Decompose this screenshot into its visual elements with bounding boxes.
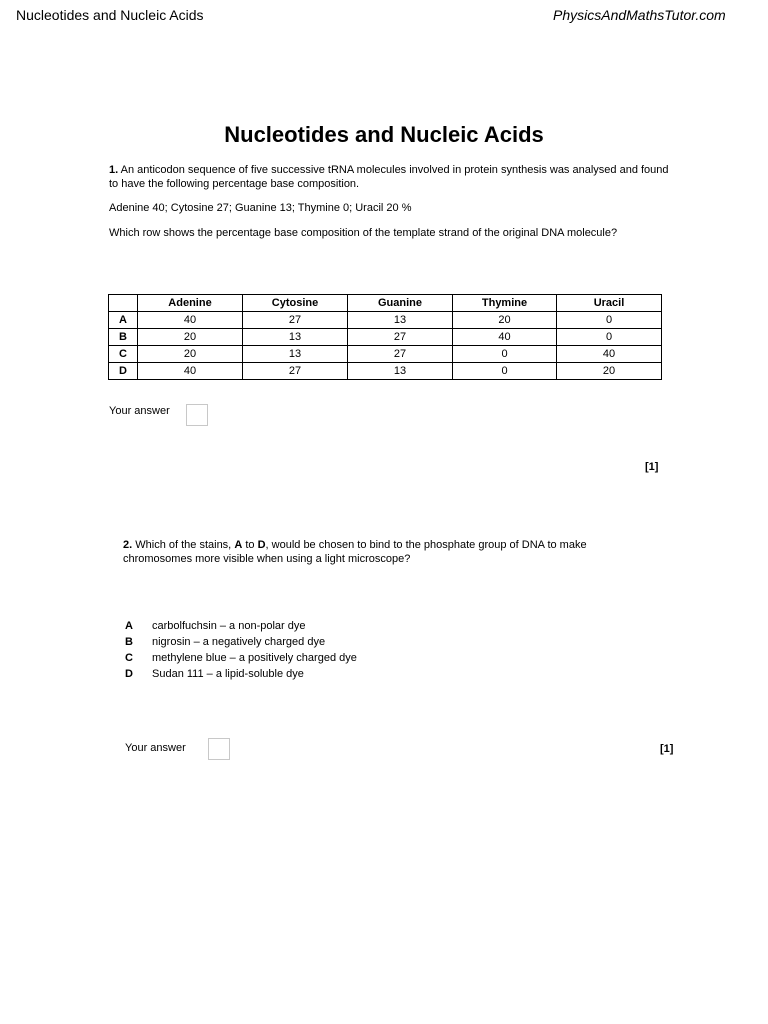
table-header-cell: Cytosine bbox=[243, 295, 348, 312]
table-row bbox=[109, 329, 662, 346]
q1-options-table bbox=[108, 294, 662, 380]
q2-option-letter: D bbox=[125, 668, 133, 680]
q2-option-text: nigrosin – a negatively charged dye bbox=[152, 636, 326, 648]
table-cell: 13 bbox=[348, 363, 453, 380]
table-cell: 40 bbox=[453, 329, 557, 346]
table-cell: 40 bbox=[138, 363, 243, 380]
q2-stem-to: to bbox=[245, 539, 255, 551]
page-title: Nucleotides and Nucleic Acids bbox=[224, 122, 544, 147]
table-cell: 13 bbox=[243, 329, 348, 346]
header-left-title: Nucleotides and Nucleic Acids bbox=[16, 7, 204, 23]
q2-answer-box[interactable] bbox=[208, 738, 230, 760]
table-cell: 20 bbox=[453, 312, 557, 329]
table-cell: 13 bbox=[348, 312, 453, 329]
q2-stem bbox=[123, 538, 653, 566]
q1-stem bbox=[109, 163, 674, 191]
table-row bbox=[109, 312, 662, 329]
q2-option-letter: C bbox=[125, 652, 133, 664]
q2-answer-label: Your answer bbox=[125, 742, 186, 754]
q2-stem-d: D bbox=[257, 539, 266, 551]
table-header-row bbox=[109, 295, 662, 312]
table-cell: 0 bbox=[557, 329, 662, 346]
q2-option-text: methylene blue – a positively charged dye bbox=[152, 652, 357, 664]
table-row bbox=[109, 346, 662, 363]
q1-answer-label: Your answer bbox=[109, 405, 170, 417]
q2-number: 2. bbox=[123, 539, 133, 551]
q2-option-letter: B bbox=[125, 636, 133, 648]
table-row-label: B bbox=[109, 329, 138, 346]
table-header-cell: Thymine bbox=[453, 295, 557, 312]
table-cell: 0 bbox=[557, 312, 662, 329]
q1-stem-text: An anticodon sequence of five successive tRNA molecules involved in protein synthesis was analysed and found to have the following percentage base composition. bbox=[109, 164, 669, 190]
q2-marks: [1] bbox=[660, 743, 674, 755]
table-cell: 27 bbox=[243, 312, 348, 329]
table-header-cell: Adenine bbox=[138, 295, 243, 312]
q1-marks: [1] bbox=[645, 461, 659, 473]
table-header-cell bbox=[109, 295, 138, 312]
table-row-label: D bbox=[109, 363, 138, 380]
table-row bbox=[109, 363, 662, 380]
q2-stem-a: A bbox=[234, 539, 243, 551]
table-header-cell: Uracil bbox=[557, 295, 662, 312]
table-cell: 13 bbox=[243, 346, 348, 363]
table-cell: 20 bbox=[138, 346, 243, 363]
table-cell: 20 bbox=[557, 363, 662, 380]
q1-data-line: Adenine 40; Cytosine 27; Guanine 13; Thymine 0; Uracil 20 % bbox=[109, 202, 412, 214]
q1-answer-box[interactable] bbox=[186, 404, 208, 426]
table-cell: 0 bbox=[453, 346, 557, 363]
table-header-cell: Guanine bbox=[348, 295, 453, 312]
table-cell: 27 bbox=[348, 346, 453, 363]
table-cell: 0 bbox=[453, 363, 557, 380]
q2-stem-post: , would be chosen to bind to the phosphate group of DNA to make chromosomes more visible when using a light microscope? bbox=[123, 539, 587, 565]
q2-option-letter: A bbox=[125, 620, 133, 632]
table-cell: 40 bbox=[557, 346, 662, 363]
header-right-site: PhysicsAndMathsTutor.com bbox=[553, 7, 726, 23]
table-cell: 40 bbox=[138, 312, 243, 329]
q2-stem-pre: Which of the stains, bbox=[135, 539, 232, 551]
q1-question: Which row shows the percentage base composition of the template strand of the original DNA molecule? bbox=[109, 227, 618, 239]
q2-option-text: carbolfuchsin – a non-polar dye bbox=[152, 620, 306, 632]
table-cell: 27 bbox=[243, 363, 348, 380]
q1-number: 1. bbox=[109, 164, 119, 176]
q2-option-text: Sudan 111 – a lipid-soluble dye bbox=[152, 668, 304, 680]
table-row-label: A bbox=[109, 312, 138, 329]
table-cell: 20 bbox=[138, 329, 243, 346]
table-cell: 27 bbox=[348, 329, 453, 346]
table-row-label: C bbox=[109, 346, 138, 363]
